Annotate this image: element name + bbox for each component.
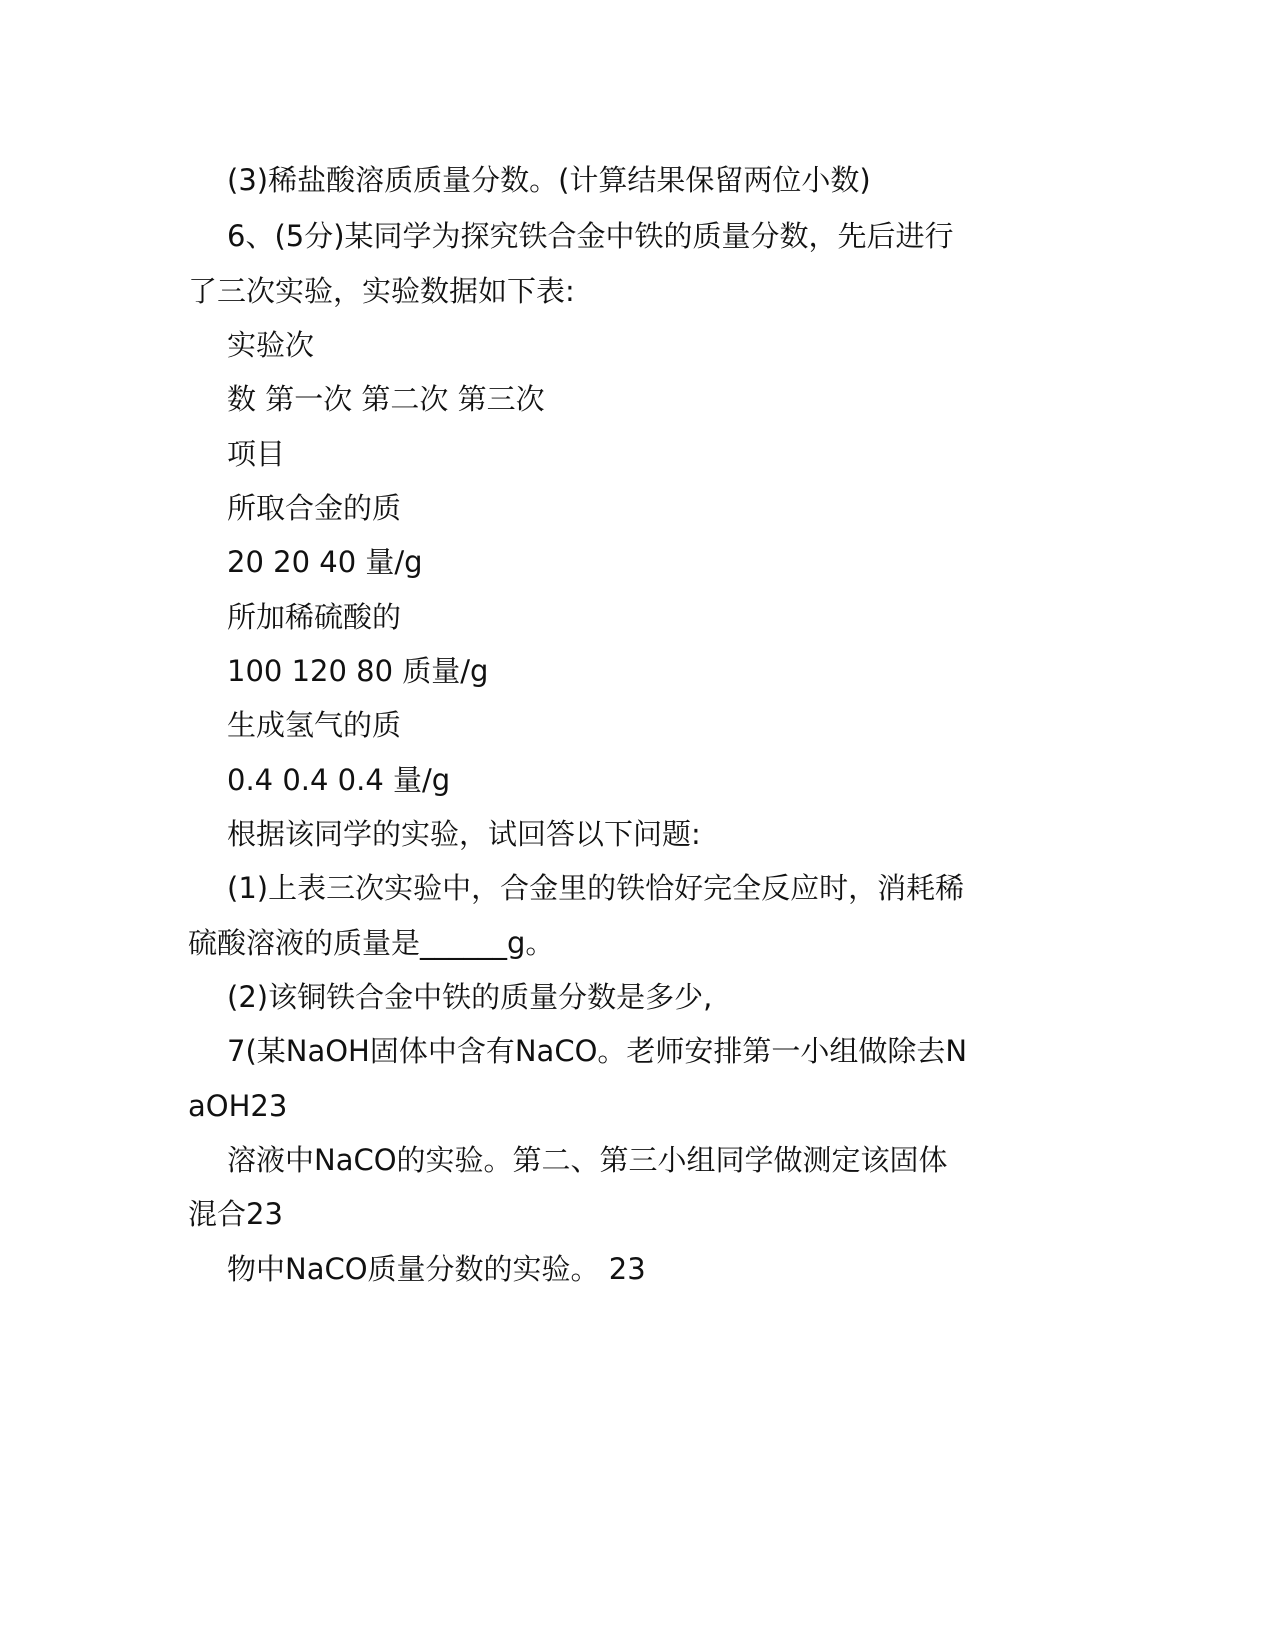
text-line: (2)该铜铁合金中铁的质量分数是多少, bbox=[227, 980, 713, 1014]
text-line: 物中NaCO质量分数的实验。 23 bbox=[227, 1252, 646, 1286]
text-line: 所取合金的质 bbox=[227, 491, 402, 525]
text-line: 所加稀硫酸的 bbox=[227, 600, 402, 634]
text-line: 0.4 0.4 0.4 量/g bbox=[227, 763, 451, 797]
text-line: 6、(5分)某同学为探究铁合金中铁的质量分数，先后进行 bbox=[227, 219, 954, 253]
text-line: 项目 bbox=[227, 437, 286, 471]
text-line: aOH23 bbox=[188, 1089, 288, 1123]
text-line: 硫酸溶液的质量是______g。 bbox=[188, 926, 555, 960]
text-line: (1)上表三次实验中，合金里的铁恰好完全反应时，消耗稀 bbox=[227, 871, 965, 905]
text-line: 根据该同学的实验，试回答以下问题: bbox=[227, 817, 701, 851]
text-line: 100 120 80 质量/g bbox=[227, 654, 489, 688]
text-line: (3)稀盐酸溶质质量分数。(计算结果保留两位小数) bbox=[227, 163, 871, 197]
text-line: 了三次实验，实验数据如下表: bbox=[188, 274, 575, 308]
text-line: 生成氢气的质 bbox=[227, 708, 402, 742]
text-line: 7(某NaOH固体中含有NaCO。老师安排第一小组做除去N bbox=[227, 1034, 968, 1068]
text-line: 实验次 bbox=[227, 328, 315, 362]
text-line: 数 第一次 第二次 第三次 bbox=[227, 382, 545, 416]
text-line: 溶液中NaCO的实验。第二、第三小组同学做测定该固体 bbox=[227, 1143, 948, 1177]
text-line: 20 20 40 量/g bbox=[227, 545, 423, 579]
text-line: 混合23 bbox=[188, 1197, 283, 1231]
